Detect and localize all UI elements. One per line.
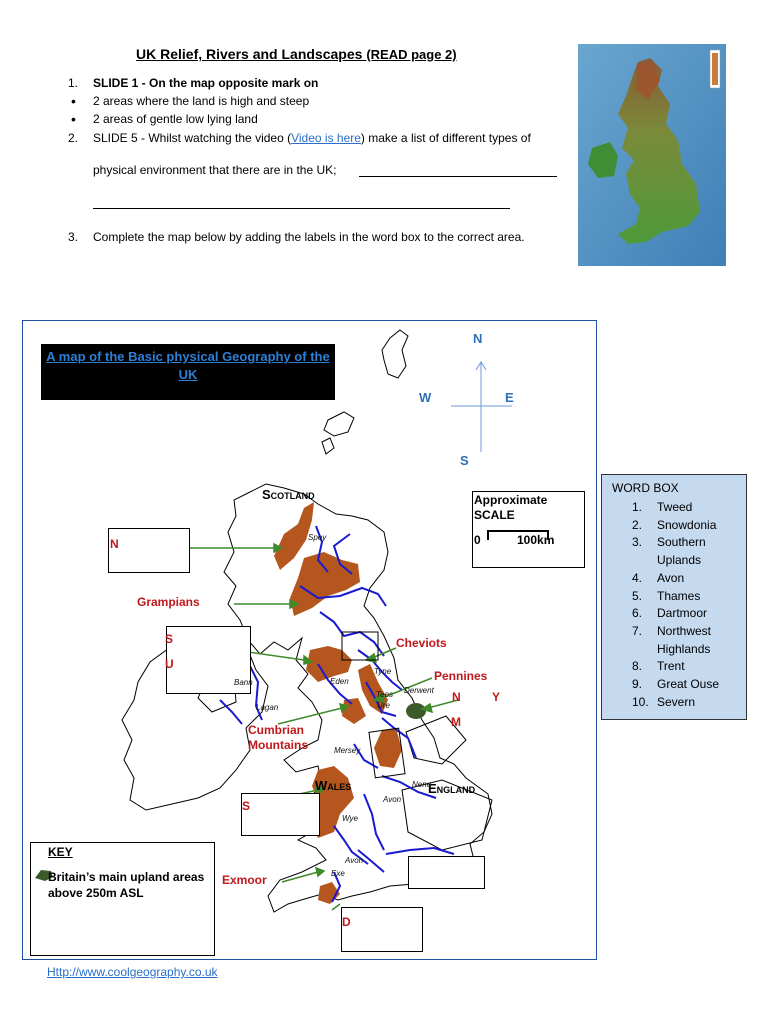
scale-distance: 100km: [517, 533, 555, 547]
north-york-moors-area: [406, 703, 426, 719]
footer-url-link[interactable]: Http://www.coolgeography.co.uk: [47, 965, 218, 979]
orkney-outline: [324, 412, 354, 436]
river-label-wye: Wye: [342, 814, 358, 823]
word-box-heading: WORD BOX: [612, 481, 679, 495]
word-box-item: 6. Dartmoor: [632, 606, 708, 621]
answer-box-thames[interactable]: [408, 856, 485, 889]
key-line-2: above 250m ASL: [48, 886, 144, 900]
wales-label: Wales: [315, 778, 352, 793]
river-label-nene: Nene: [412, 780, 432, 789]
river-label-mersey: Mersey: [334, 746, 361, 755]
label-ny-y: Y: [492, 690, 501, 704]
river-label-avon-south: Avon: [345, 856, 364, 865]
video-link[interactable]: Video is here: [291, 131, 361, 145]
scale-bar: [487, 530, 549, 540]
word-box-item: 8. Trent: [632, 659, 685, 674]
word-box-list: [602, 499, 737, 711]
word-box: [601, 474, 747, 720]
answer-line-2[interactable]: [93, 208, 510, 209]
worksheet-title: UK Relief, Rivers and Landscapes (READ page 2): [136, 46, 457, 62]
scale-label-scale: SCALE: [474, 508, 515, 522]
word-box-item: 10. Severn: [632, 694, 696, 709]
river-label-exe: Exe: [331, 869, 345, 878]
word-box-item: 5. Thames: [632, 588, 701, 603]
map-title: A map of the Basic physical Geography of the UK: [41, 344, 335, 400]
answer-box-dartmoor[interactable]: [341, 907, 423, 952]
river-label-derwent: Derwent: [404, 686, 434, 695]
river-label-ure: Ure: [377, 701, 390, 710]
england-label: England: [428, 781, 476, 796]
river-label-avon-north: Avon: [383, 795, 402, 804]
scale-label-approximate: Approximate: [474, 493, 548, 507]
river-label-spey: Spey: [308, 533, 327, 542]
label-s-snowdonia: S: [242, 799, 251, 813]
label-cheviots: Cheviots: [396, 636, 447, 650]
answer-line-1[interactable]: [359, 176, 557, 177]
word-box-item: 3. Southern Uplands: [632, 535, 706, 568]
word-box-item: 9. Great Ouse: [632, 677, 720, 692]
compass-north-label: N: [473, 331, 483, 346]
word-box-item: 4. Avon: [632, 570, 685, 585]
label-d-dartmoor: D: [342, 915, 351, 929]
river-label-lagan: Lagan: [256, 703, 279, 712]
label-pennines: Pennines: [434, 669, 488, 683]
word-box-item: 7. Northwest Highlands: [632, 623, 712, 656]
label-s-southern: S: [165, 632, 174, 646]
label-exmoor: Exmoor: [222, 873, 267, 887]
label-ny-m: M: [451, 715, 461, 729]
key-heading: KEY: [48, 845, 73, 859]
key-box: [30, 842, 215, 956]
answer-box-snowdonia[interactable]: [241, 793, 320, 836]
label-grampians: Grampians: [137, 595, 200, 609]
word-box-item: 2. Snowdonia: [632, 517, 717, 532]
river-label-tees: Tees: [376, 690, 394, 699]
word-box-item: 1. Tweed: [632, 500, 693, 514]
label-u-southern: U: [165, 657, 174, 671]
compass-south-label: S: [460, 453, 469, 468]
label-ny-n: N: [452, 690, 461, 704]
label-cumbrian-mountains: Cumbrian Mountains: [248, 723, 308, 752]
compass-west-label: W: [419, 390, 432, 405]
scale-zero: 0: [474, 533, 481, 547]
river-label-tyne: Tyne: [374, 667, 392, 676]
uk-relief-photo: [578, 44, 726, 266]
compass-east-label: E: [505, 390, 514, 405]
river-label-eden: Eden: [330, 677, 349, 686]
shetland-outline: [382, 330, 408, 378]
river-label-bann: Bann: [234, 678, 253, 687]
answer-box-northwest[interactable]: [108, 528, 190, 573]
scale-box: [472, 491, 585, 568]
scotland-label: Scotland: [262, 487, 315, 502]
key-line-1: Britain’s main upland areas: [48, 870, 205, 884]
label-n-box: N: [110, 537, 119, 551]
